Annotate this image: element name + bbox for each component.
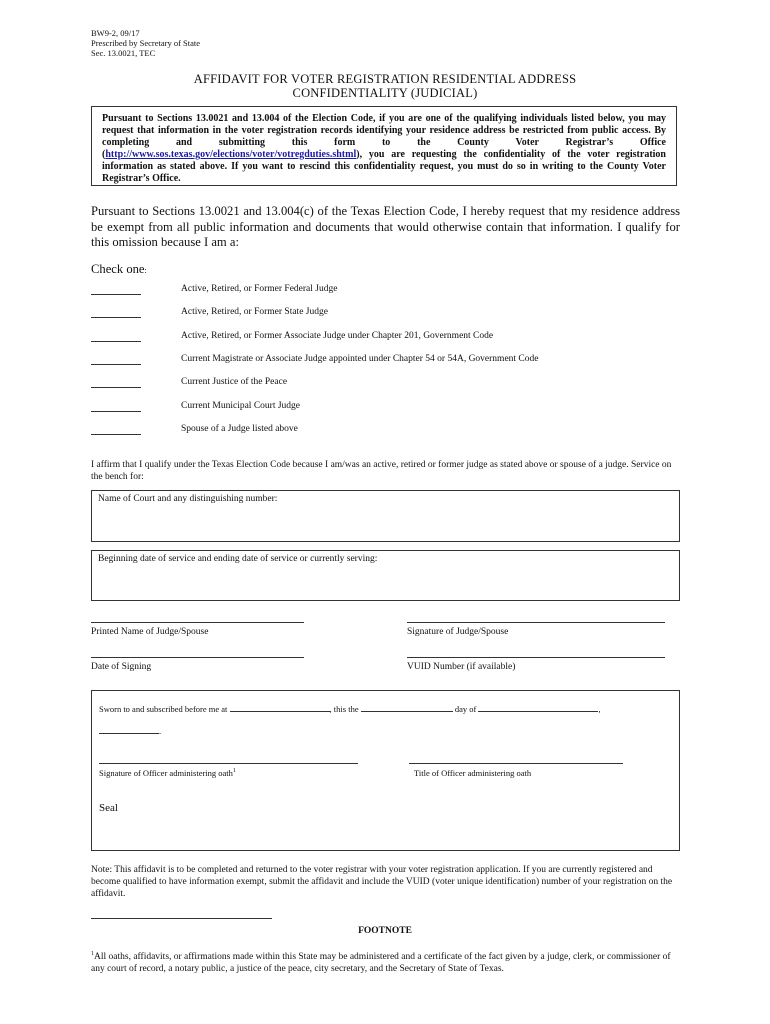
option-row xyxy=(91,307,691,321)
option-checkline[interactable] xyxy=(91,387,141,388)
date-of-signing-label: Date of Signing xyxy=(91,662,152,672)
vuid-field[interactable] xyxy=(407,657,665,672)
form-header xyxy=(91,28,200,58)
sworn-location-blank[interactable] xyxy=(230,703,330,712)
option-checkline[interactable] xyxy=(91,317,141,318)
footnote-mark: 1 xyxy=(91,951,94,957)
option-checkline[interactable] xyxy=(91,434,141,435)
court-name-label: Name of Court and any distinguishing number: xyxy=(98,494,278,504)
title-line-1: AFFIDAVIT FOR VOTER REGISTRATION RESIDENTIAL ADDRESS xyxy=(193,72,577,86)
notice-text-before: Pursuant to Sections 13.0021 and 13.004 of the Election Code, if you are one of the qualifying individuals listed below, you may request that information in the voter registration records identifying your residence address be restricted from public access. By completing and submitting this form to the County Voter Registrar’s Office ( xyxy=(102,113,666,160)
seal-label: Seal xyxy=(99,802,118,814)
note-paragraph: Note: This affidavit is to be completed and returned to the voter registrar with your voter registration application. If you are currently registered and become qualified to have information exempt, submit the affidavit and include the VUID (voter unique identification) number of your registration on the affidavit. xyxy=(91,865,673,899)
option-label: Current Justice of the Peace xyxy=(181,377,288,387)
option-row xyxy=(91,331,691,345)
sworn-box xyxy=(91,690,680,851)
page-title xyxy=(0,72,770,100)
statute-section: Sec. 13.0021, TEC xyxy=(91,48,156,58)
sworn-prefix: Sworn to and subscribed before me at xyxy=(99,704,228,714)
prescribed-by: Prescribed by Secretary of State xyxy=(91,38,201,48)
option-row xyxy=(91,354,691,368)
request-paragraph: Pursuant to Sections 13.0021 and 13.004(c) of the Texas Election Code, I hereby request that my residence address be exempt from all public information and documents that would otherwise contain that information. I qualify for this omission because I am a: xyxy=(91,204,680,249)
printed-name-field[interactable] xyxy=(91,622,304,637)
footnote-title: FOOTNOTE xyxy=(358,926,412,936)
footnote-body: All oaths, affidavits, or affirmations made within this State may be administered and a certificate of the fact given by a judge, clerk, or commissioner of any court of record, a notary public, a justice of the peace, city secretary, and the Secretary of State of Texas. xyxy=(91,952,671,975)
sworn-period: . xyxy=(159,726,162,736)
officer-title-label: Title of Officer administering oath xyxy=(414,768,532,778)
notice-box xyxy=(91,106,677,186)
sos-link[interactable]: http://www.sos.texas.gov/elections/voter/votregduties.shtml xyxy=(105,149,357,160)
service-dates-field[interactable] xyxy=(91,550,680,601)
form-id: BW9-2, 09/17 xyxy=(91,28,140,38)
option-row xyxy=(91,377,691,391)
court-name-field[interactable] xyxy=(91,490,680,542)
option-row xyxy=(91,424,691,438)
option-label: Active, Retired, or Former State Judge xyxy=(181,307,328,317)
footnote-divider xyxy=(91,918,272,919)
option-label: Current Municipal Court Judge xyxy=(181,401,300,411)
service-dates-label: Beginning date of service and ending date of service or currently serving: xyxy=(98,554,378,564)
option-label: Spouse of a Judge listed above xyxy=(181,424,298,434)
sworn-day-blank[interactable] xyxy=(361,703,453,712)
option-checkline[interactable] xyxy=(91,411,141,412)
printed-name-label: Printed Name of Judge/Spouse xyxy=(91,627,209,637)
check-one-label xyxy=(91,262,147,277)
option-row xyxy=(91,401,691,415)
sworn-comma: , xyxy=(598,704,601,714)
officer-signature-label: Signature of Officer administering oath xyxy=(99,768,233,778)
footnote-ref: 1 xyxy=(232,768,236,775)
signature-field[interactable] xyxy=(407,622,665,637)
date-of-signing-field[interactable] xyxy=(91,657,304,672)
option-label: Active, Retired, or Former Federal Judge xyxy=(181,284,338,294)
option-row xyxy=(91,284,691,298)
sworn-day-of: day of xyxy=(454,704,477,714)
check-one-colon: : xyxy=(144,266,147,275)
title-line-2: CONFIDENTIALITY (JUDICIAL) xyxy=(292,86,478,100)
footnote-text xyxy=(91,948,683,975)
vuid-label: VUID Number (if available) xyxy=(407,662,516,672)
option-checkline[interactable] xyxy=(91,341,141,342)
signature-label: Signature of Judge/Spouse xyxy=(407,627,509,637)
officer-signature-field[interactable] xyxy=(99,763,358,778)
sworn-this-the: , this the xyxy=(329,704,359,714)
sworn-month-blank[interactable] xyxy=(478,703,601,714)
option-label: Active, Retired, or Former Associate Judge under Chapter 201, Government Code xyxy=(181,331,494,341)
sworn-year-blank[interactable] xyxy=(99,725,162,736)
option-label: Current Magistrate or Associate Judge appointed under Chapter 54 or 54A, Government Code xyxy=(181,354,539,364)
check-one-text: Check one xyxy=(91,262,145,276)
notice-text-after: ), you are requesting the confidentiality of the voter registration information as stated above. If you want to rescind this confidentiality request, you must do so in writing to the County Voter Registrar’s Office. xyxy=(102,149,666,184)
sworn-year xyxy=(99,725,161,736)
affirm-paragraph: I affirm that I qualify under the Texas Election Code because I am/was an active, retired or former judge as stated above or spouse of a judge. Service on the bench for: xyxy=(91,460,672,482)
option-checkline[interactable] xyxy=(91,294,141,295)
option-checkline[interactable] xyxy=(91,364,141,365)
sworn-statement xyxy=(99,703,601,714)
officer-title-field[interactable] xyxy=(409,763,623,778)
